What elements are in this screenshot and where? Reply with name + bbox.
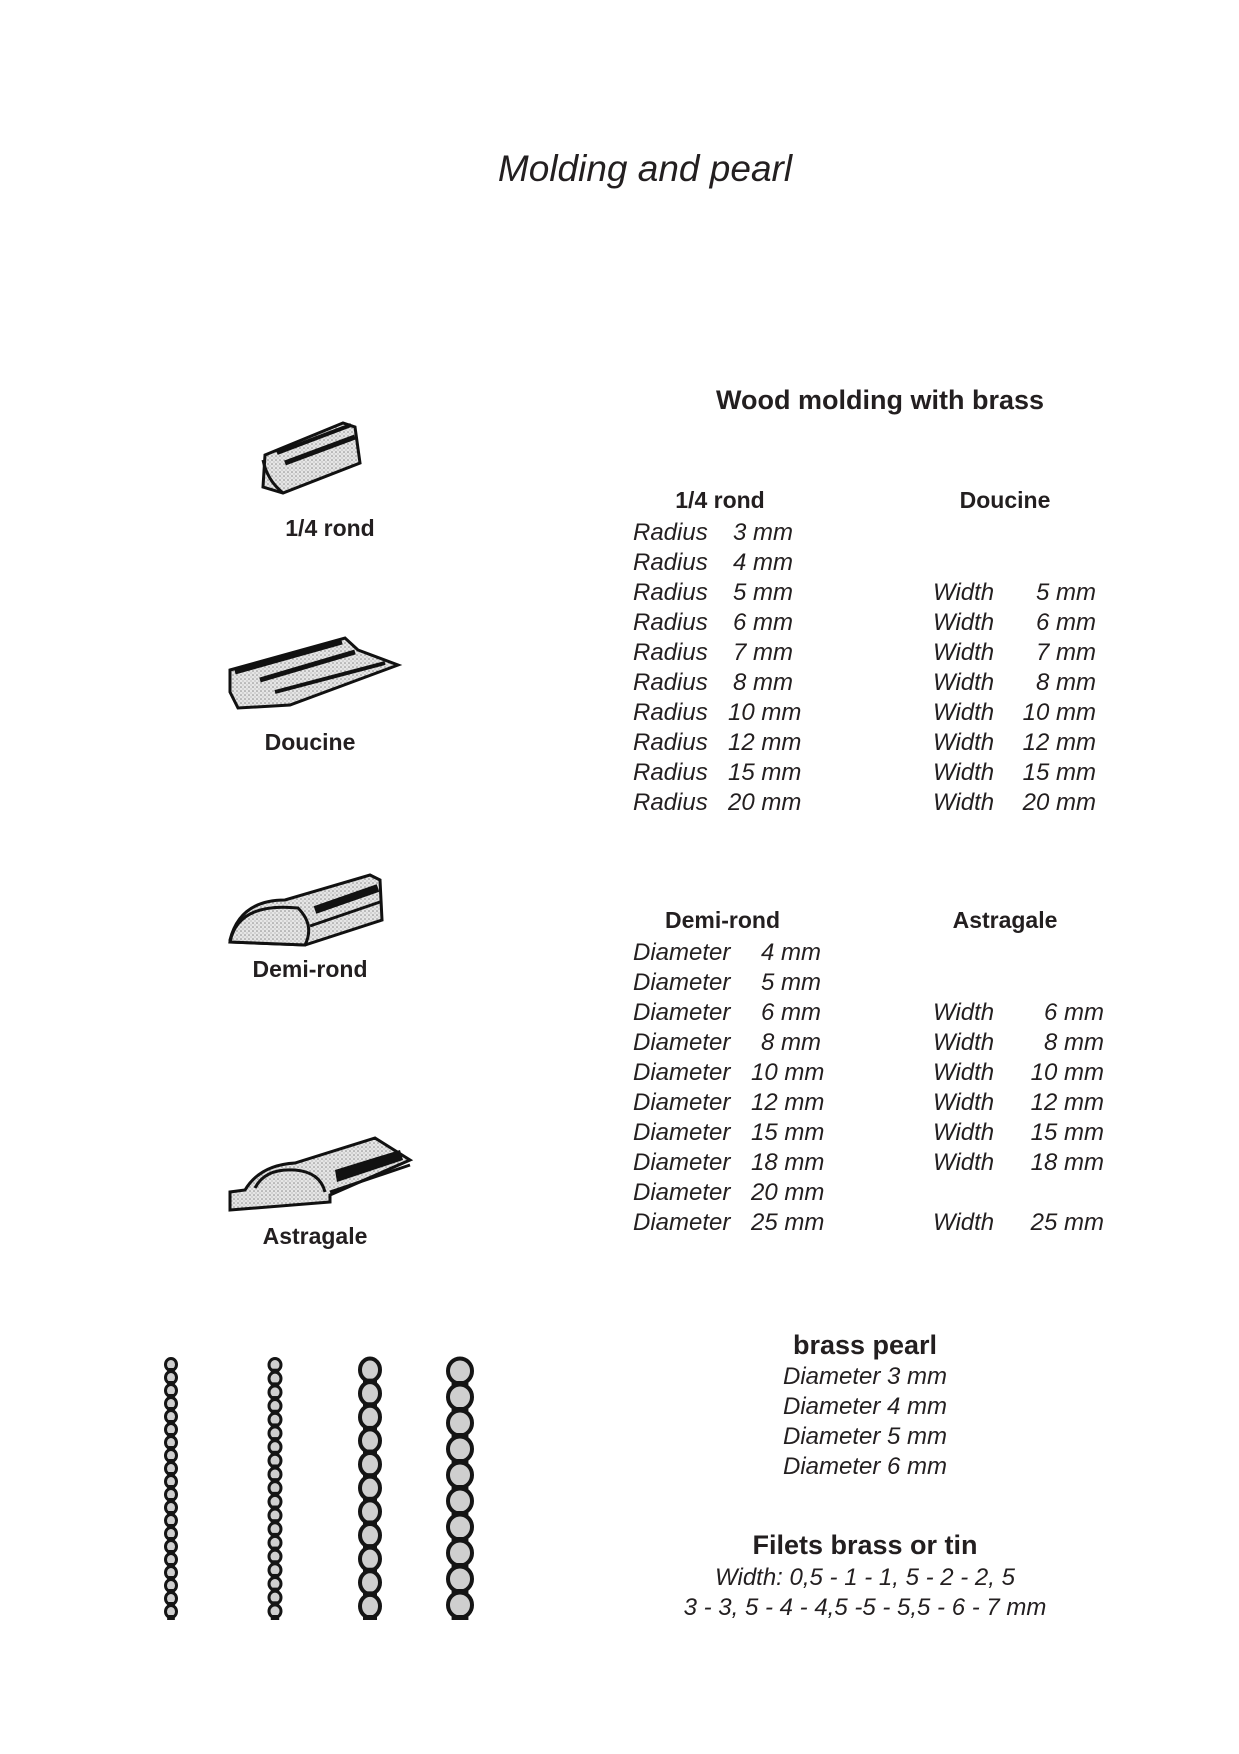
spec-label: Radius: [633, 519, 708, 546]
spec-value: 20 mm: [728, 789, 802, 816]
spec-row: [933, 998, 1104, 1028]
pearl-bead: [448, 1515, 472, 1540]
astragal-molding-icon: [225, 1130, 420, 1215]
pearl-bead: [448, 1385, 472, 1410]
spec-value: 15 mm: [751, 1119, 825, 1146]
spec-label: Width: [933, 1059, 995, 1086]
spec-row: [633, 758, 802, 788]
spec-row: [633, 668, 793, 698]
spec-row: [633, 938, 821, 968]
astragale-heading: Astragale: [952, 907, 1058, 933]
spec-row: [933, 668, 1096, 698]
spec-row: [633, 638, 793, 668]
spec-row: [933, 518, 1096, 548]
spec-label: Diameter: [633, 969, 731, 996]
spec-row: [633, 1208, 825, 1238]
spec-label: Width: [933, 1089, 995, 1116]
doucine-heading: Doucine: [959, 487, 1051, 513]
spec-row: [933, 1178, 1104, 1208]
spec-row: [633, 1028, 821, 1058]
spec-label: Radius: [633, 759, 708, 786]
spec-value: 12 mm: [1030, 1089, 1104, 1116]
illustration-label: 1/4 rond: [285, 515, 375, 541]
spec-value: 20 mm: [751, 1179, 825, 1206]
demi-rond-heading: Demi-rond: [665, 907, 780, 933]
spec-value: 4 mm: [761, 939, 821, 966]
spec-label: Diameter: [633, 1089, 731, 1116]
spec-row: [933, 728, 1096, 758]
spec-row: [933, 1118, 1104, 1148]
spec-value: 7 mm: [1036, 639, 1096, 666]
spec-row: [633, 698, 802, 728]
spec-row: [933, 1058, 1104, 1088]
filets-widths-line: Width: 0,5 - 1 - 1, 5 - 2 - 2, 5: [715, 1564, 1015, 1591]
spec-label: Radius: [633, 639, 708, 666]
illustration-label: Demi-rond: [252, 956, 368, 982]
spec-row: [933, 698, 1096, 728]
pearl-joint: [167, 1615, 175, 1620]
spec-label: Radius: [633, 579, 708, 606]
pearl-bead: [448, 1541, 472, 1566]
spec-value: 10 mm: [1022, 699, 1096, 726]
pearl-bead: [448, 1489, 472, 1514]
spec-label: Width: [933, 1029, 995, 1056]
spec-label: Radius: [633, 699, 708, 726]
spec-label: Radius: [633, 549, 708, 576]
astragale-list: [933, 938, 1104, 1238]
pearl-bead: [360, 1595, 380, 1618]
spec-label: Width: [933, 1209, 995, 1236]
pearl-bead: [360, 1500, 380, 1523]
spec-row: [633, 788, 802, 818]
page-title: Molding and pearl: [497, 148, 793, 189]
spec-value: 5 mm: [733, 579, 793, 606]
spec-row: [933, 548, 1096, 578]
spec-label: Width: [933, 1119, 995, 1146]
pearl-bead: [360, 1571, 380, 1594]
spec-row: [633, 548, 793, 578]
spec-label: Radius: [633, 669, 708, 696]
spec-label: Diameter: [633, 999, 731, 1026]
pearl-bead: [448, 1411, 472, 1436]
brass-pearl-size: Diameter 6 mm: [782, 1453, 948, 1480]
brass-pearl-size: Diameter 3 mm: [782, 1363, 948, 1390]
spec-value: 15 mm: [728, 759, 802, 786]
spec-label: Width: [933, 759, 995, 786]
spec-label: Width: [933, 639, 995, 666]
spec-value: 12 mm: [1022, 729, 1096, 756]
spec-label: Radius: [633, 609, 708, 636]
spec-label: Diameter: [633, 1119, 731, 1146]
doucine-molding-icon: [220, 630, 405, 715]
spec-label: Radius: [633, 789, 708, 816]
pearl-strand: [448, 1359, 472, 1621]
spec-label: Width: [933, 579, 995, 606]
spec-row: [633, 1058, 825, 1088]
spec-value: 6 mm: [1036, 609, 1096, 636]
brass-pearl-title: brass pearl: [792, 1330, 938, 1360]
spec-value: 12 mm: [751, 1089, 825, 1116]
pearl-bead: [448, 1593, 472, 1618]
spec-row: [633, 998, 821, 1028]
spec-row: [933, 1088, 1104, 1118]
quarter-rond-list: [633, 518, 802, 818]
pearl-bead: [448, 1567, 472, 1592]
pearl-bead: [360, 1477, 380, 1500]
spec-row: [933, 938, 1104, 968]
spec-row: [633, 1178, 825, 1208]
spec-label: Width: [933, 729, 995, 756]
illustration-label: Astragale: [262, 1223, 368, 1249]
spec-row: [933, 608, 1096, 638]
spec-value: 8 mm: [1036, 669, 1096, 696]
pearl-bead: [448, 1359, 472, 1384]
demi-rond-list: [633, 938, 825, 1238]
pearl-strand: [269, 1359, 281, 1621]
pearl-strand: [360, 1359, 380, 1621]
spec-value: 6 mm: [761, 999, 821, 1026]
spec-row: [933, 638, 1096, 668]
spec-value: 3 mm: [733, 519, 793, 546]
spec-row: [933, 578, 1096, 608]
spec-row: [933, 758, 1096, 788]
spec-label: Diameter: [633, 1059, 731, 1086]
spec-value: 12 mm: [728, 729, 802, 756]
brass-pearl-size: Diameter 5 mm: [782, 1423, 948, 1450]
spec-row: [633, 1148, 825, 1178]
pearl-strand: [166, 1359, 177, 1621]
pearl-bead: [360, 1359, 380, 1382]
quarter-round-molding-icon: [255, 415, 405, 505]
spec-label: Width: [933, 999, 995, 1026]
spec-value: 18 mm: [1030, 1149, 1104, 1176]
spec-value: 25 mm: [751, 1209, 825, 1236]
filets-title: Filets brass or tin: [752, 1530, 978, 1560]
spec-value: 10 mm: [1030, 1059, 1104, 1086]
spec-row: [633, 728, 802, 758]
spec-label: Width: [933, 1149, 995, 1176]
pearl-bead: [448, 1437, 472, 1462]
spec-row: [633, 518, 793, 548]
brass-pearl-list: [735, 1362, 995, 1482]
spec-label: Radius: [633, 729, 708, 756]
spec-row: [933, 1148, 1104, 1178]
illustration-label: Doucine: [264, 729, 356, 755]
spec-label: Diameter: [633, 1209, 731, 1236]
pearl-bead: [360, 1382, 380, 1405]
spec-value: 5 mm: [1036, 579, 1096, 606]
spec-label: Width: [933, 609, 995, 636]
spec-row: [633, 1118, 825, 1148]
doucine-list: [933, 518, 1096, 818]
pearl-joint: [363, 1615, 377, 1620]
spec-row: [633, 578, 793, 608]
spec-value: 10 mm: [751, 1059, 825, 1086]
spec-row: [933, 1028, 1104, 1058]
spec-label: Diameter: [633, 1179, 731, 1206]
pearl-bead: [360, 1453, 380, 1476]
filets-widths-line: 3 - 3, 5 - 4 - 4,5 -5 - 5,5 - 6 - 7 mm: [683, 1594, 1047, 1621]
pearl-bead: [448, 1463, 472, 1488]
spec-value: 4 mm: [733, 549, 793, 576]
spec-value: 10 mm: [728, 699, 802, 726]
pearl-bead: [360, 1524, 380, 1547]
spec-value: 8 mm: [1044, 1029, 1104, 1056]
spec-value: 6 mm: [1044, 999, 1104, 1026]
spec-value: 20 mm: [1022, 789, 1096, 816]
pearl-bead: [360, 1548, 380, 1571]
filets-list: [600, 1563, 1130, 1623]
spec-label: Width: [933, 789, 995, 816]
spec-row: [633, 968, 821, 998]
brass-pearl-size: Diameter 4 mm: [782, 1393, 948, 1420]
pearl-strand-icon: [155, 1350, 495, 1620]
spec-value: 7 mm: [733, 639, 793, 666]
spec-value: 6 mm: [733, 609, 793, 636]
spec-row: [933, 1208, 1104, 1238]
spec-row: [933, 968, 1104, 998]
spec-value: 8 mm: [761, 1029, 821, 1056]
spec-label: Width: [933, 699, 995, 726]
half-round-molding-icon: [220, 870, 400, 950]
spec-value: 8 mm: [733, 669, 793, 696]
spec-value: 18 mm: [751, 1149, 825, 1176]
spec-row: [933, 788, 1096, 818]
pearl-joint: [452, 1615, 469, 1620]
spec-label: Diameter: [633, 1029, 731, 1056]
spec-value: 15 mm: [1030, 1119, 1104, 1146]
pearl-joint: [271, 1615, 279, 1620]
spec-value: 25 mm: [1030, 1209, 1104, 1236]
spec-label: Width: [933, 669, 995, 696]
spec-value: 15 mm: [1022, 759, 1096, 786]
pearl-bead: [360, 1406, 380, 1429]
spec-row: [633, 608, 793, 638]
spec-label: Diameter: [633, 939, 731, 966]
pearl-bead: [360, 1429, 380, 1452]
spec-row: [633, 1088, 825, 1118]
quarter-rond-heading: 1/4 rond: [675, 487, 765, 513]
spec-label: Diameter: [633, 1149, 731, 1176]
wood-molding-title: Wood molding with brass: [716, 385, 1044, 415]
spec-value: 5 mm: [761, 969, 821, 996]
